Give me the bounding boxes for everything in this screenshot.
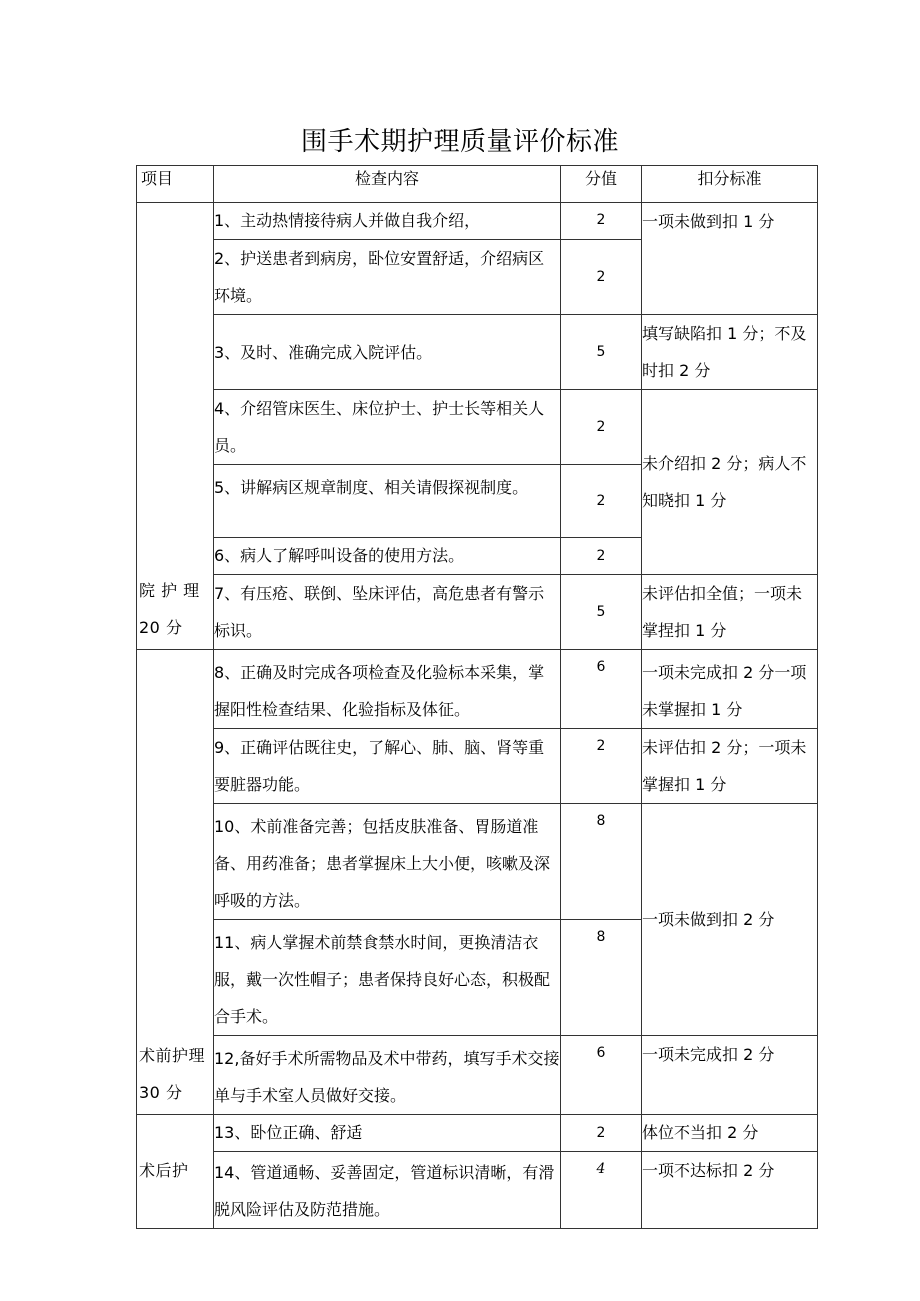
header-item: 项目 (137, 166, 214, 203)
score-value: 2 (561, 729, 642, 804)
check-content: 3、及时、准确完成入院评估。 (214, 315, 561, 390)
deduction-standard: 未评估扣全值；一项未掌捏扣 1 分 (642, 575, 818, 650)
table-row (137, 575, 818, 650)
section-name: 术前护理 (139, 1046, 206, 1065)
section-admission (137, 203, 214, 650)
deduction-standard: 未评估扣 2 分；一项未掌握扣 1 分 (642, 729, 818, 804)
deduction-standard: 体位不当扣 2 分 (642, 1115, 818, 1152)
score-value: 2 (561, 538, 642, 575)
deduction-standard: 一项未完成扣 2 分 (642, 1036, 818, 1115)
score-value: 5 (561, 575, 642, 650)
table-row (137, 203, 818, 240)
header-content: 检查内容 (214, 166, 561, 203)
check-content: 7、有压疮、联倒、坠床评估，高危患者有警示标识。 (214, 575, 561, 650)
score-value: 8 (561, 920, 642, 1036)
score-value: 8 (561, 804, 642, 920)
score-value: 2 (561, 1115, 642, 1152)
deduction-standard: 填写缺陷扣 1 分；不及时扣 2 分 (642, 315, 818, 390)
evaluation-table (136, 165, 818, 1229)
check-content: 10、术前准备完善；包括皮肤准备、胃肠道准备、用药准备；患者掌握床上大小便，咳嗽及深呼吸的方法。 (214, 804, 561, 920)
score-value: 5 (561, 315, 642, 390)
section-postoperative (137, 1115, 214, 1229)
check-content: 9、正确评估既往史，了解心、肺、脑、肾等重要脏器功能。 (214, 729, 561, 804)
check-content: 14、管道通畅、妥善固定，管道标识清晰，有滑脱风险评估及防范措施。 (214, 1152, 561, 1229)
table-row (137, 804, 818, 920)
section-points: 30 分 (139, 1083, 183, 1102)
score-value: 2 (561, 240, 642, 315)
score-value: 4 (561, 1152, 642, 1229)
table-row (137, 390, 818, 465)
deduction-standard: 未介绍扣 2 分；病人不知晓扣 1 分 (642, 390, 818, 575)
check-content: 4、介绍管床医生、床位护士、护士长等相关人员。 (214, 390, 561, 465)
check-content: 11、病人掌握术前禁食禁水时间，更换清洁衣服，戴一次性帽子；患者保持良好心态，积极配合手术。 (214, 920, 561, 1036)
document-title: 围手术期护理质量评价标准 (300, 127, 619, 157)
header-deduction: 扣分标准 (642, 166, 818, 203)
check-content: 2、护送患者到病房，卧位安置舒适，介绍病区环境。 (214, 240, 561, 315)
section-preoperative (137, 650, 214, 1115)
section-name: 术后护 (139, 1160, 189, 1180)
check-content: 6、病人了解呼叫设备的使用方法。 (214, 538, 561, 575)
deduction-standard: 一项未做到扣 2 分 (642, 804, 818, 1036)
score-value: 6 (561, 1036, 642, 1115)
score-value: 6 (561, 650, 642, 729)
score-value: 2 (561, 465, 642, 538)
header-score: 分值 (561, 166, 642, 203)
check-content: 8、正确及时完成各项检查及化验标本采集，掌握阳性检查结果、化验指标及体征。 (214, 650, 561, 729)
header-row (137, 166, 818, 203)
check-content: 12,备好手术所需物品及术中带药，填写手术交接单与手术室人员做好交接。 (214, 1036, 561, 1115)
section-name: 院 护 理 (139, 581, 200, 600)
table-row (137, 315, 818, 390)
table-row (137, 729, 818, 804)
deduction-standard: 一项未做到扣 1 分 (642, 203, 818, 315)
table-row (137, 1152, 818, 1229)
table-row (137, 650, 818, 729)
table-row (137, 1115, 818, 1152)
check-content: 5、讲解病区规章制度、相关请假探视制度。 (214, 465, 561, 538)
deduction-standard: 一项未完成扣 2 分一项未掌握扣 1 分 (642, 650, 818, 729)
section-points: 20 分 (139, 618, 183, 637)
check-content: 13、卧位正确、舒适 (214, 1115, 561, 1152)
score-value: 2 (561, 203, 642, 240)
deduction-standard: 一项不达标扣 2 分 (642, 1152, 818, 1229)
check-content: 1、主动热情接待病人并做自我介绍， (214, 203, 561, 240)
score-value: 2 (561, 390, 642, 465)
table-row (137, 1036, 818, 1115)
